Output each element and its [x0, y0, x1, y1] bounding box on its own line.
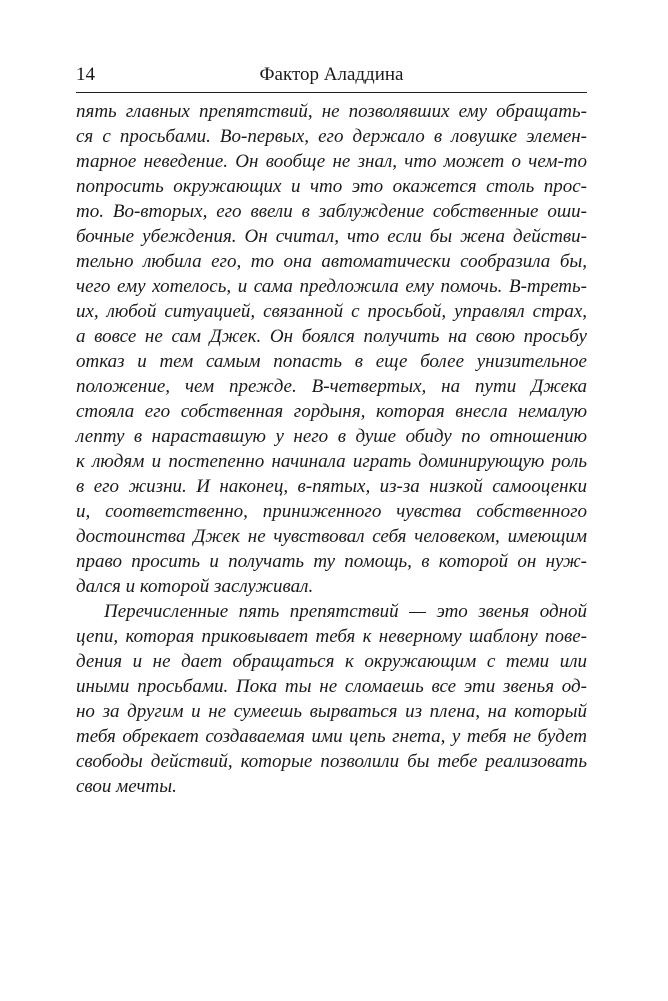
- text-line: достоинства Джек не чувствовал себя человеком, имеющим: [76, 526, 587, 547]
- page-number: 14: [76, 64, 95, 85]
- text-line: к людям и постепенно начинала играть доминирующую роль: [76, 451, 587, 472]
- text-line: право просить и получать ту помощь, в которой он нуж-: [76, 551, 587, 572]
- text-line: Перечисленные пять препятствий — это звенья одной: [104, 601, 587, 622]
- paragraph-1: [76, 99, 587, 599]
- text-line: дался и которой заслуживал.: [76, 576, 314, 597]
- text-line: в его жизни. И наконец, в-пятых, из-за низкой самооценки: [76, 476, 587, 497]
- text-line: тебя обрекает создаваемая ими цепь гнета, у тебя не будет: [76, 726, 587, 747]
- text-line: их, любой ситуацией, связанной с просьбой, управлял страх,: [76, 301, 587, 322]
- text-line: пять главных препятствий, не позволявших ему обращать-: [76, 101, 587, 122]
- running-header: [76, 62, 587, 93]
- text-line: бочные убеждения. Он считал, что если бы жена действи-: [76, 226, 587, 247]
- text-line: тельно любила его, то она автоматически сообразила бы,: [76, 251, 587, 272]
- text-line: иными просьбами. Пока ты не сломаешь все эти звенья од-: [76, 676, 587, 697]
- text-line: попросить окружающих и что это окажется столь прос-: [76, 176, 587, 197]
- text-line: свободы действий, которые позволили бы тебе реализовать: [76, 751, 587, 772]
- text-line: то. Во-вторых, его ввели в заблуждение собственные оши-: [76, 201, 587, 222]
- text-line: тарное неведение. Он вообще не знал, что может о чем-то: [76, 151, 587, 172]
- running-title: Фактор Аладдина: [259, 64, 404, 85]
- text-line: положение, чем прежде. В-четвертых, на пути Джека: [76, 376, 587, 397]
- text-line: но за другим и не сумеешь вырваться из плена, на который: [76, 701, 587, 722]
- text-line: ся с просьбами. Во-первых, его держало в ловушке элемен-: [76, 126, 587, 147]
- text-line: дения и не дает обращаться к окружающим с теми или: [76, 651, 587, 672]
- text-line: и, соответственно, приниженного чувства собственного: [76, 501, 587, 522]
- text-line: лепту в нараставшую у него в душе обиду по отношению: [76, 426, 587, 447]
- text-line: а вовсе не сам Джек. Он боялся получить на свою просьбу: [76, 326, 587, 347]
- text-line: отказ и тем самым попасть в еще более унизительное: [76, 351, 587, 372]
- body-text: [76, 99, 587, 799]
- text-line: чего ему хотелось, и сама предложила ему помочь. В-треть-: [76, 276, 587, 297]
- text-line: цепи, которая приковывает тебя к неверному шаблону пове-: [76, 626, 587, 647]
- paragraph-2: [76, 599, 587, 799]
- text-line: стояла его собственная гордыня, которая внесла немалую: [76, 401, 587, 422]
- text-line: свои мечты.: [76, 776, 177, 797]
